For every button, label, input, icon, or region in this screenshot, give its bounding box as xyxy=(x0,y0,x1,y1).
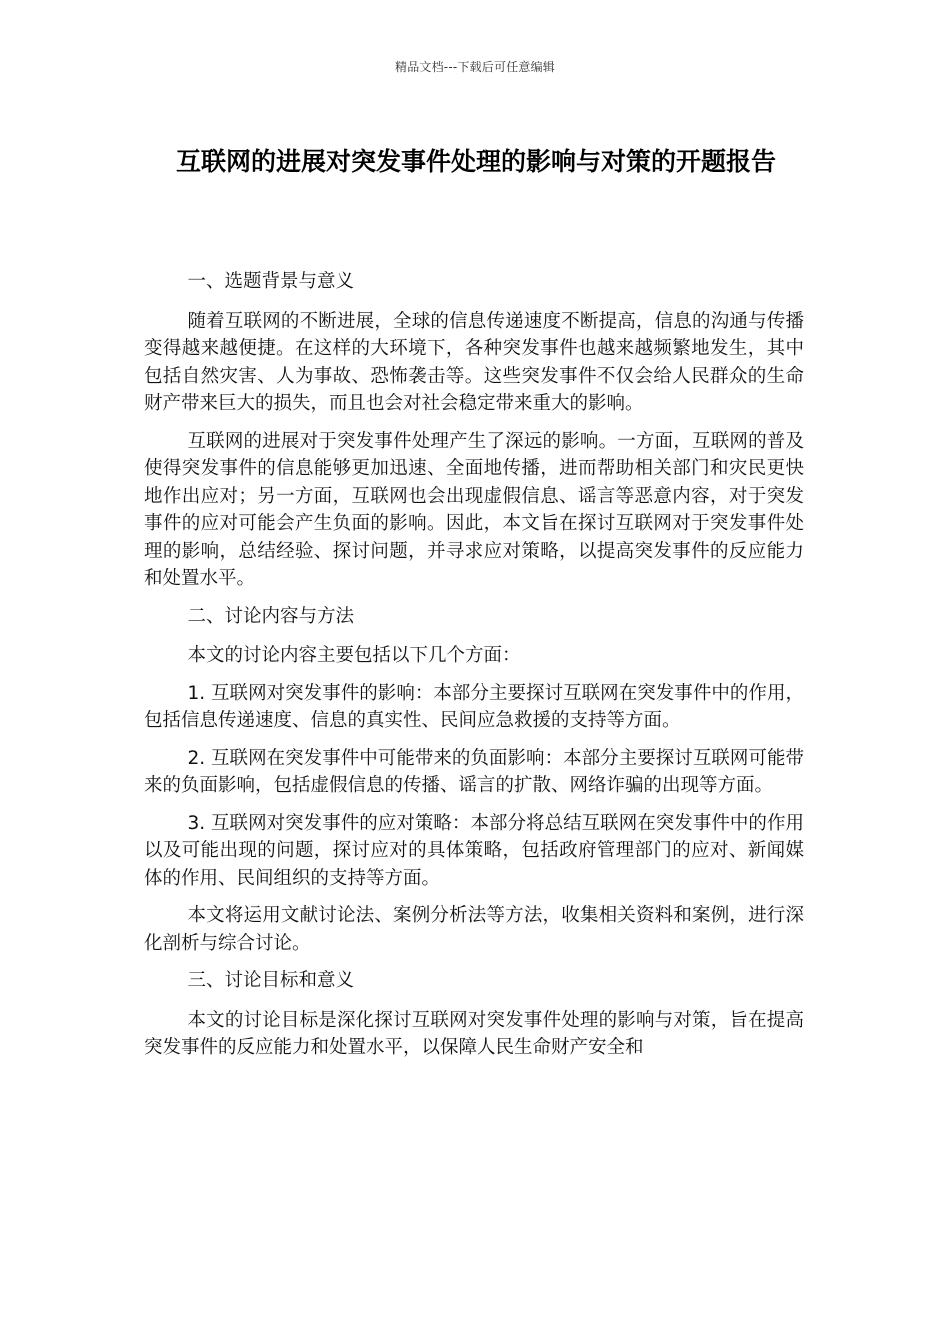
document-body xyxy=(144,268,804,1072)
paragraph-background-2: 互联网的进展对于突发事件处理产生了深远的影响。一方面，互联网的普及使得突发事件的信息能够更加迅速、全面地传播，进而帮助相关部门和灾民更快地作出应对；另一方面，互联网也会出现虚假信息、谣言等恶意内容，对于突发事件的应对可能会产生负面的影响。因此，本文旨在探讨互联网对于突发事件处理的影响，总结经验、探讨问题，并寻求应对策略，以提高突发事件的反应能力和处置水平。 xyxy=(144,430,804,589)
paragraph-content-item-2: 2. 互联网在突发事件中可能带来的负面影响：本部分主要探讨互联网可能带来的负面影响，包括虚假信息的传播、谣言的扩散、网络诈骗的出现等方面。 xyxy=(144,747,804,796)
header-note: 精品文档---下载后可任意编辑 xyxy=(395,60,555,74)
paragraph-background-1: 随着互联网的不断进展，全球的信息传递速度不断提高，信息的沟通与传播变得越来越便捷。在这样的大环境下，各种突发事件也越来越频繁地发生，其中包括自然灾害、人为事故、恐怖袭击等。这些突发事件不仅会给人民群众的生命财产带来巨大的损失，而且也会对社会稳定带来重大的影响。 xyxy=(144,310,804,414)
document-title: 互联网的进展对突发事件处理的影响与对策的开题报告 xyxy=(175,147,776,176)
paragraph-content-intro: 本文的讨论内容主要包括以下几个方面： xyxy=(187,645,521,666)
section-heading-content-method: 二、讨论内容与方法 xyxy=(187,605,354,627)
section-heading-goal: 三、讨论目标和意义 xyxy=(187,970,354,991)
paragraph-content-item-1: 1. 互联网对突发事件的影响：本部分主要探讨互联网在突发事件中的作用，包括信息传递速度、信息的真实性、民间应急救援的支持等方面。 xyxy=(144,682,804,731)
paragraph-goal-1: 本文的讨论目标是深化探讨互联网对突发事件处理的影响与对策，旨在提高突发事件的反应能力和处置水平，以保障人民生命财产安全和 xyxy=(144,1009,804,1058)
paragraph-content-item-3: 3. 互联网对突发事件的应对策略：本部分将总结互联网在突发事件中的作用以及可能出现的问题，探讨应对的具体策略，包括政府管理部门的应对、新闻媒体的作用、民间组织的支持等方面。 xyxy=(144,812,804,889)
section-heading-background: 一、选题背景与意义 xyxy=(187,271,354,292)
paragraph-content-method: 本文将运用文献讨论法、案例分析法等方法，收集相关资料和案例，进行深化剖析与综合讨论。 xyxy=(144,905,804,954)
